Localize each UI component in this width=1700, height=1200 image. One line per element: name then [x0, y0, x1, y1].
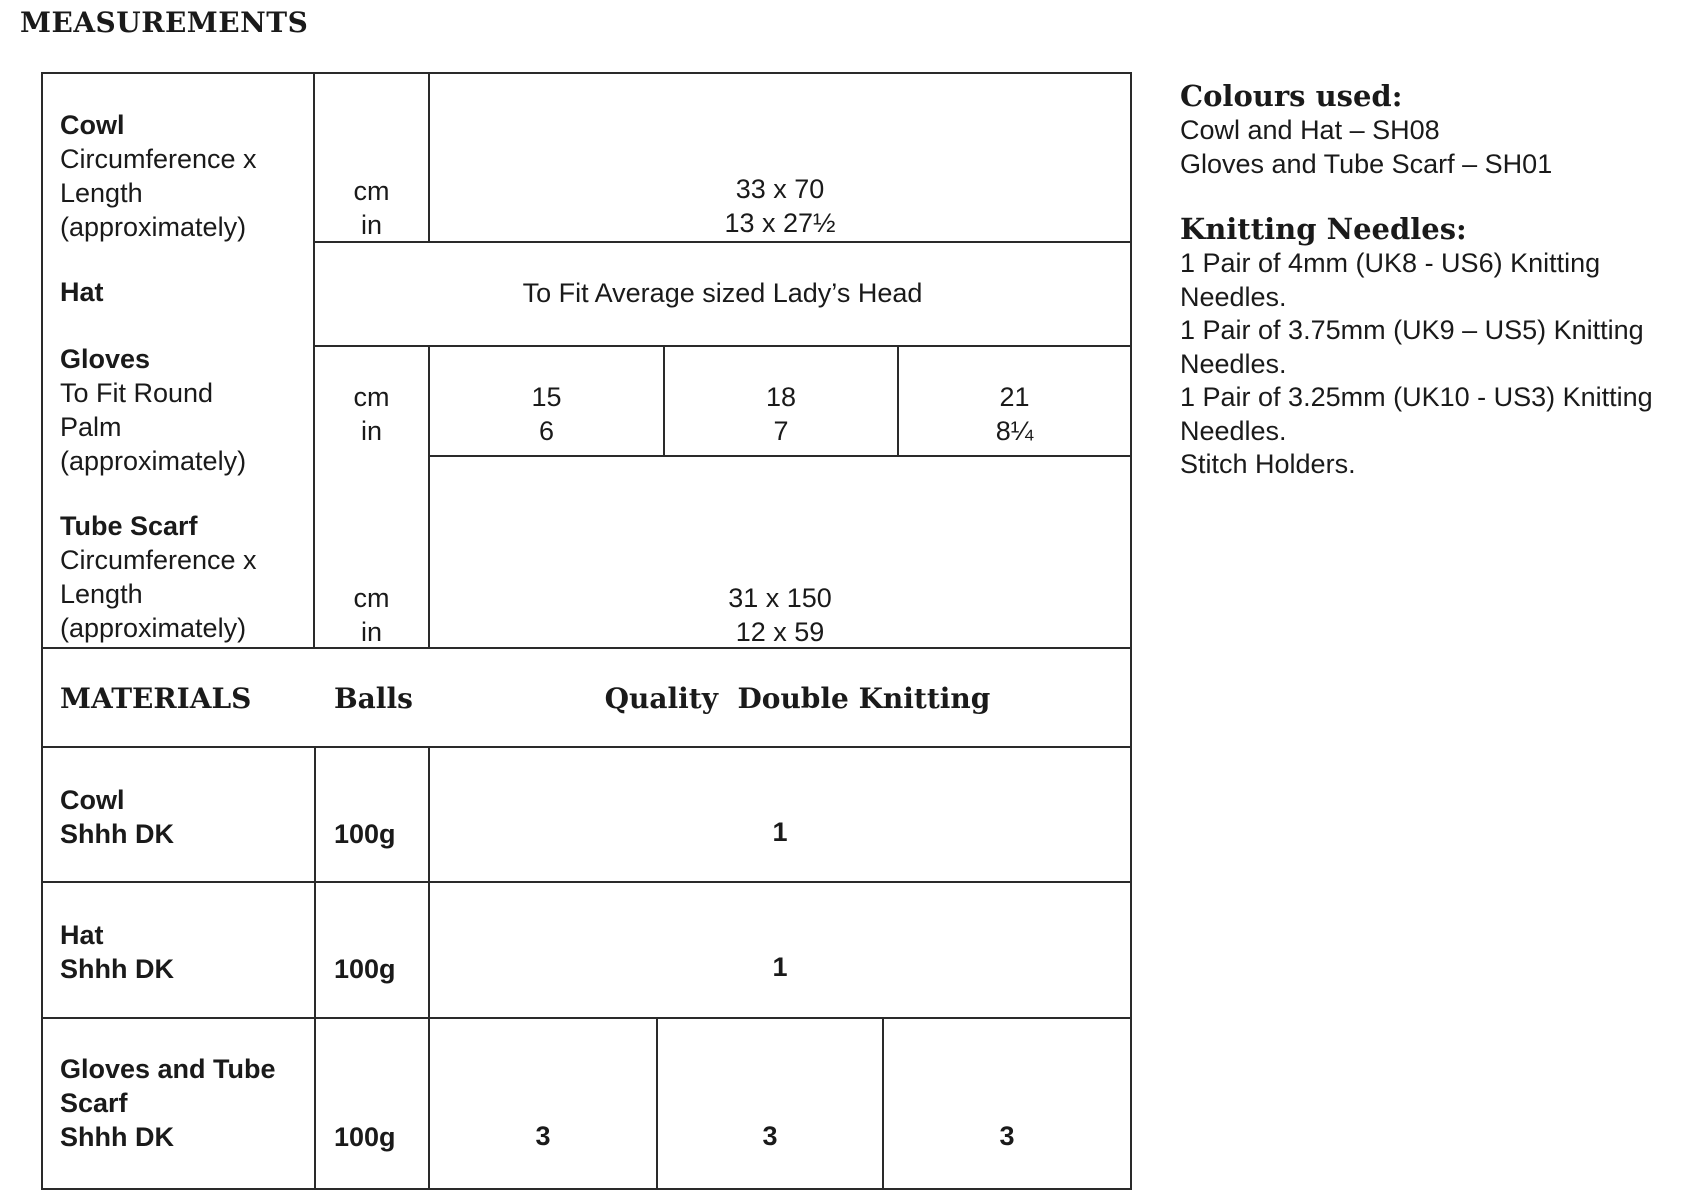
- cowl-desc-1: Circumference x: [60, 144, 257, 174]
- tube-scarf-name: Tube Scarf: [60, 511, 198, 541]
- material-qty: 1: [772, 817, 788, 847]
- material-name: Gloves and Tube: [60, 1054, 276, 1084]
- material-yarn: Shhh DK: [60, 954, 174, 984]
- divider: [41, 881, 1132, 883]
- size-cm: 21: [999, 382, 1030, 412]
- cowl-label: [60, 108, 310, 244]
- side-notes: [1180, 78, 1690, 482]
- tube-scarf-units: [315, 581, 428, 649]
- material-qty: 1: [772, 952, 788, 982]
- unit-cm: cm: [353, 176, 390, 206]
- material-row-cowl: [60, 783, 174, 851]
- cowl-desc-2: Length: [60, 178, 143, 208]
- material-ball: 100g: [334, 954, 396, 984]
- cowl-desc-3: (approximately): [60, 212, 247, 242]
- material-ball: 100g: [334, 1122, 396, 1152]
- size-in: 7: [773, 416, 789, 446]
- size-cm: 15: [531, 382, 562, 412]
- gloves-label: [60, 342, 310, 478]
- unit-cm: cm: [353, 382, 390, 412]
- material-name: Cowl: [60, 785, 125, 815]
- needle-line: Stitch Holders.: [1180, 449, 1356, 479]
- gloves-size-1: [430, 380, 663, 448]
- quality-header: Quality Double Knitting: [604, 682, 991, 715]
- divider: [41, 746, 1132, 748]
- material-row-gloves-scarf: [60, 1052, 276, 1154]
- material-name: Scarf: [60, 1088, 128, 1118]
- material-yarn: Shhh DK: [60, 819, 174, 849]
- needle-line: Needles.: [1180, 281, 1287, 312]
- tube-scarf-desc-1: Circumference x: [60, 545, 257, 575]
- divider: [313, 345, 1132, 347]
- tube-scarf-values: [430, 581, 1130, 649]
- colour-line: Cowl and Hat – SH08: [1180, 115, 1440, 145]
- size-in: 6: [538, 416, 555, 446]
- cowl-units: [315, 174, 428, 242]
- cowl-name: Cowl: [60, 110, 125, 140]
- material-qty: 3: [762, 1121, 778, 1151]
- size-cm: 18: [765, 382, 797, 412]
- gloves-size-3: [899, 380, 1130, 448]
- needle-line: 1 Pair of 4mm (UK8 - US6) Knitting: [1180, 248, 1601, 278]
- unit-in: in: [360, 416, 382, 446]
- gloves-desc-2: Palm: [60, 412, 122, 442]
- table-border-bottom: [41, 1188, 1132, 1190]
- tube-scarf-desc-3: (approximately): [60, 613, 247, 643]
- needle-line: 1 Pair of 3.75mm (UK9 – US5) Knitting: [1180, 315, 1644, 345]
- divider: [656, 1018, 658, 1189]
- needle-line: Needles.: [1180, 415, 1287, 446]
- gloves-name: Gloves: [60, 344, 151, 374]
- size-in: 8¼: [995, 416, 1034, 446]
- divider: [314, 747, 316, 1189]
- gloves-units: [315, 380, 428, 448]
- material-name: Hat: [60, 920, 104, 950]
- divider: [428, 455, 1132, 457]
- material-qty: 3: [535, 1121, 551, 1151]
- tube-scarf-value-in: 12 x 59: [735, 617, 825, 647]
- table-border-top: [41, 72, 1132, 74]
- tube-scarf-desc-2: Length: [60, 579, 143, 609]
- cowl-value-cm: 33 x 70: [735, 174, 825, 204]
- divider: [882, 1018, 884, 1189]
- cowl-values: [430, 172, 1130, 240]
- colours-heading: Colours used:: [1180, 79, 1403, 113]
- unit-in: in: [360, 617, 382, 647]
- hat-name: Hat: [60, 277, 104, 307]
- needles-heading: Knitting Needles:: [1180, 212, 1467, 246]
- gloves-desc-1: To Fit Round: [60, 378, 214, 408]
- hat-fit: To Fit Average sized Lady’s Head: [522, 278, 923, 308]
- needle-line: 1 Pair of 3.25mm (UK10 - US3) Knitting: [1180, 382, 1653, 412]
- table-border-left: [41, 73, 43, 1190]
- divider: [313, 241, 1132, 243]
- colour-line: Gloves and Tube Scarf – SH01: [1180, 148, 1553, 179]
- material-row-hat: [60, 918, 174, 986]
- material-ball: 100g: [334, 819, 396, 849]
- tube-scarf-value-cm: 31 x 150: [728, 583, 832, 613]
- material-yarn: Shhh DK: [60, 1122, 174, 1152]
- unit-cm: cm: [353, 583, 390, 613]
- unit-in: in: [360, 210, 382, 240]
- tube-scarf-label: [60, 509, 310, 645]
- materials-header: MATERIALS: [60, 682, 252, 715]
- balls-header: Balls: [334, 682, 413, 715]
- needle-line: Needles.: [1180, 348, 1287, 379]
- page-title: MEASUREMENTS: [20, 6, 309, 39]
- gloves-desc-3: (approximately): [60, 446, 247, 476]
- material-qty: 3: [999, 1121, 1015, 1151]
- cowl-value-in: 13 x 27½: [724, 208, 836, 238]
- gloves-size-2: [665, 380, 897, 448]
- divider: [41, 1017, 1132, 1019]
